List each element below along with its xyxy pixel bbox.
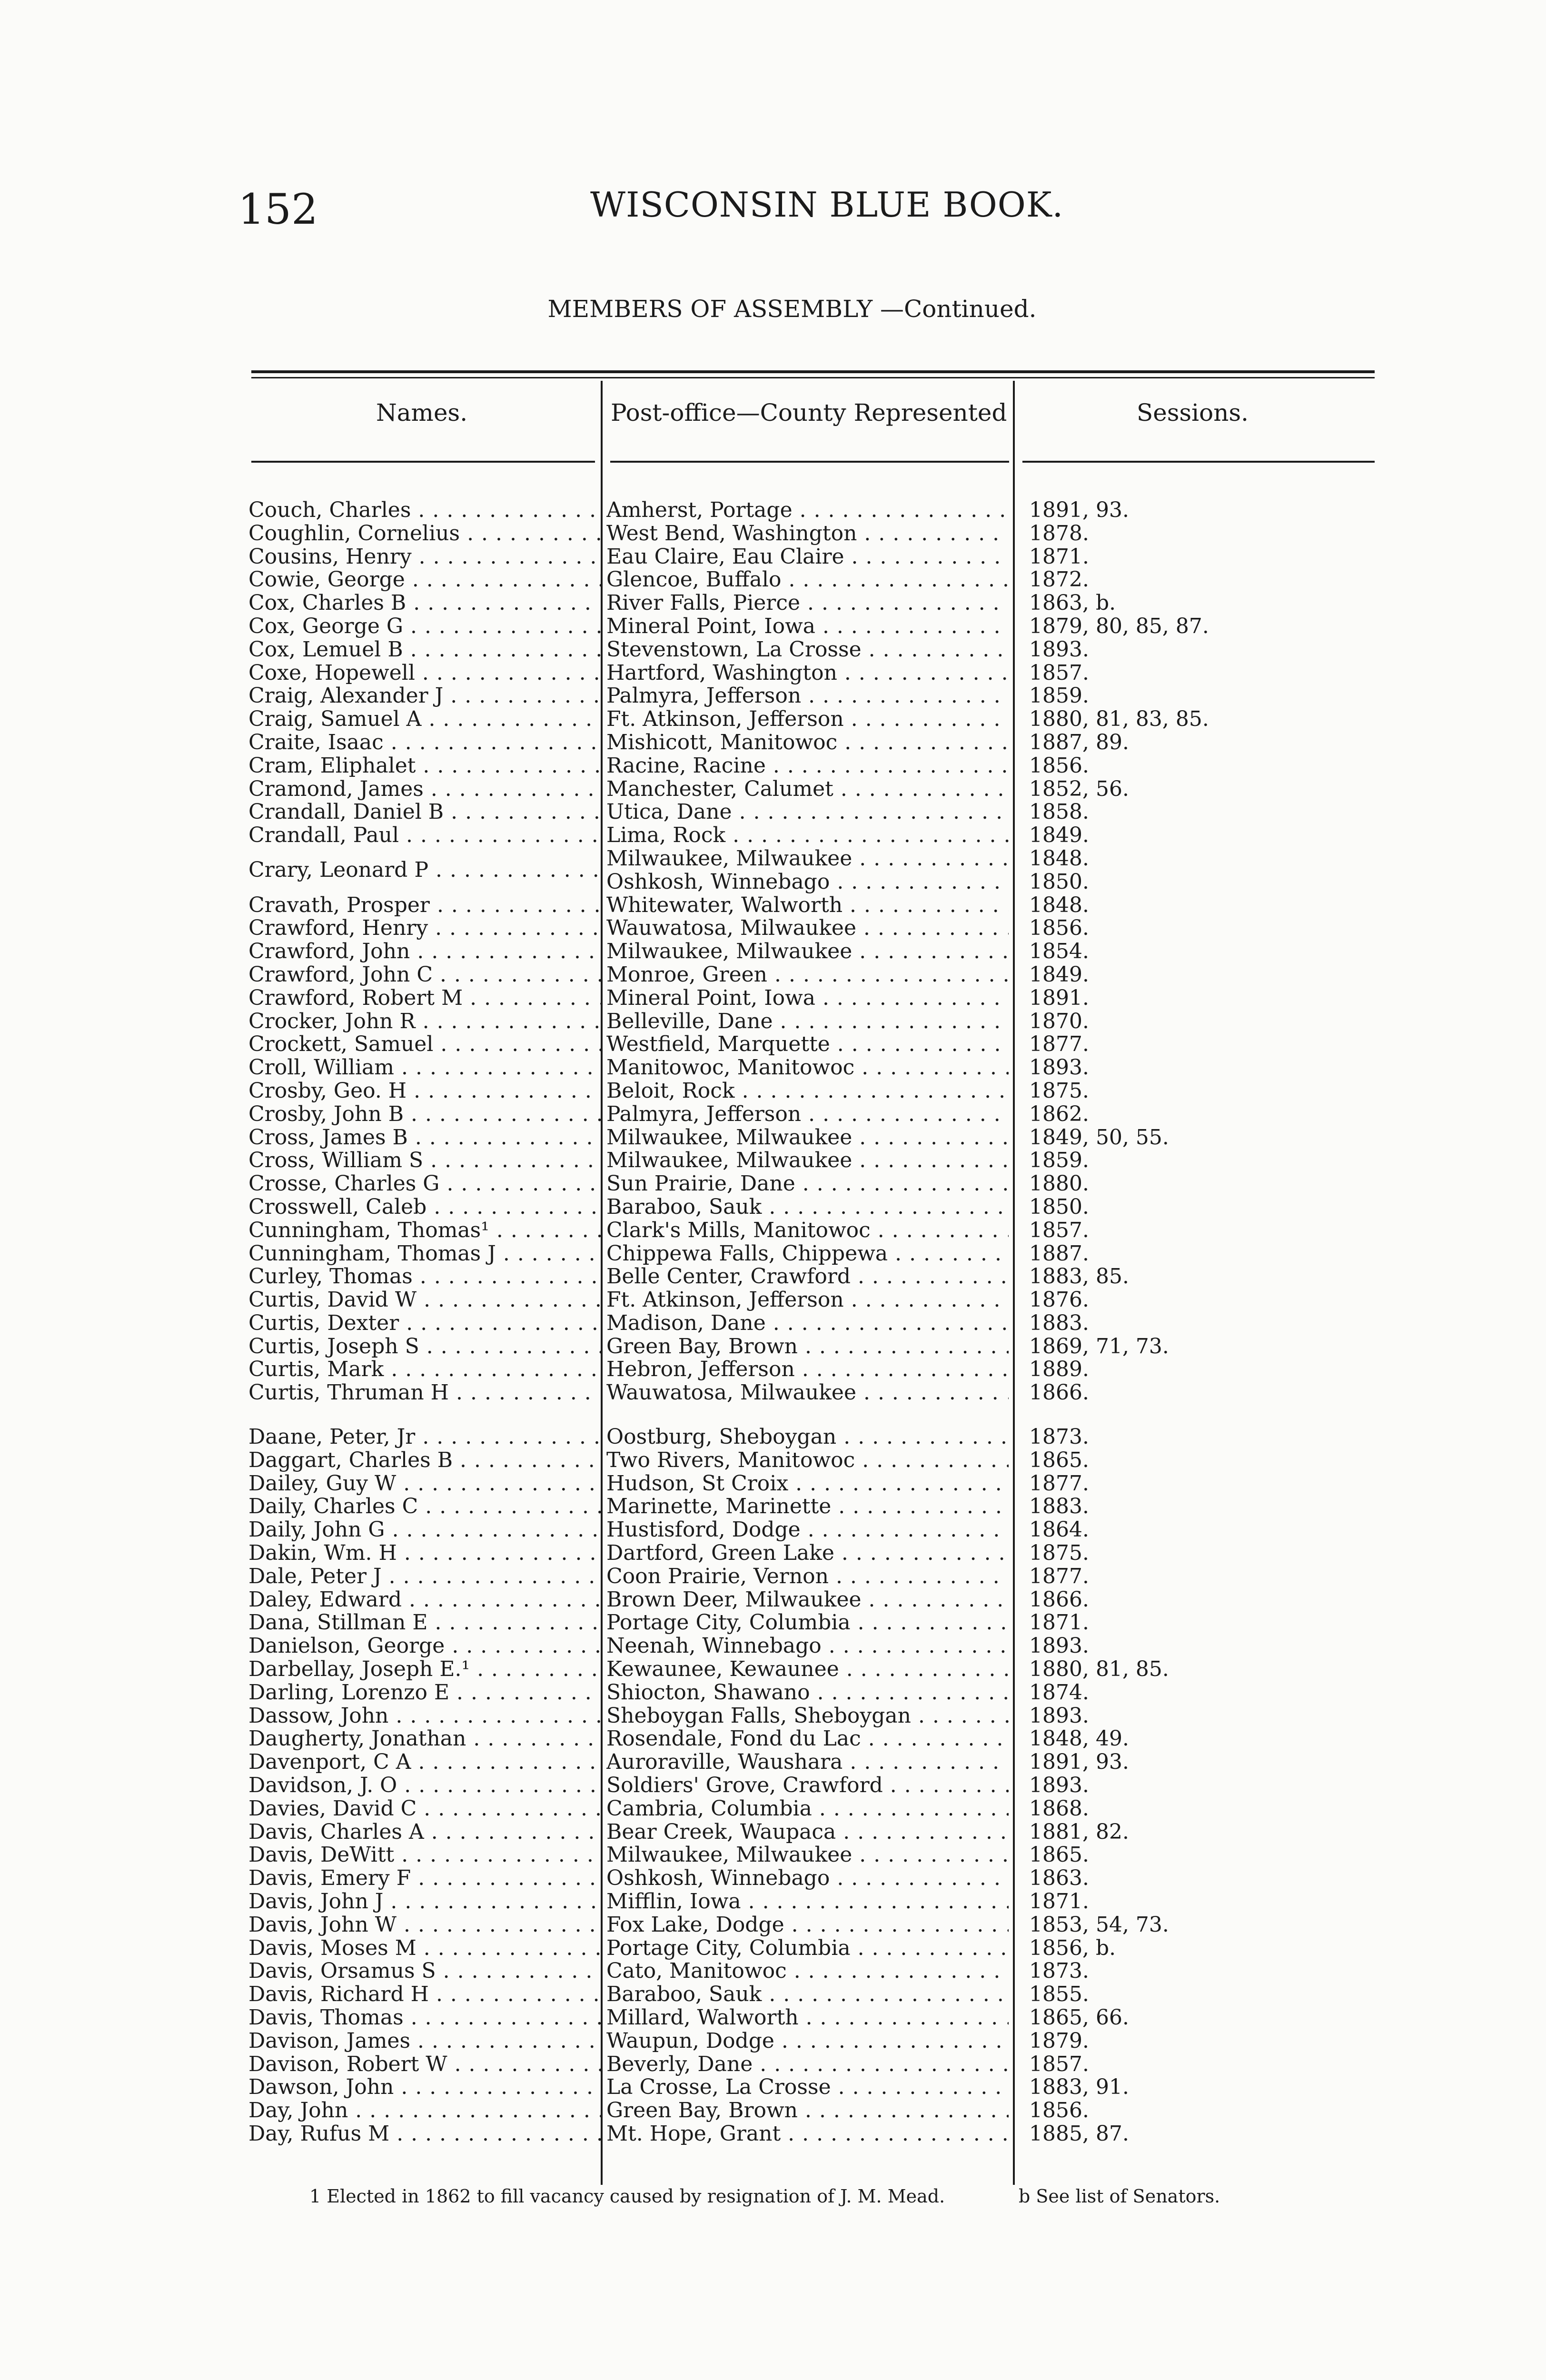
header-underline-names bbox=[251, 461, 595, 463]
table-row bbox=[248, 1914, 1381, 1937]
member-sessions: 1848, 49. bbox=[1029, 1727, 1129, 1751]
table-row bbox=[248, 894, 1381, 917]
footnote-b: b See list of Senators. bbox=[1019, 2186, 1220, 2207]
member-sessions: 1855. bbox=[1029, 1983, 1089, 2006]
member-name: Davis, John J . . . bbox=[248, 1890, 601, 1913]
member-post-office: Mifflin, Iowa . . . bbox=[606, 1890, 1009, 1913]
table-row bbox=[248, 1658, 1381, 1681]
member-name: Cram, Eliphalet . . . bbox=[248, 754, 601, 777]
member-post-office: La Crosse, La Crosse . . . bbox=[606, 2076, 1009, 2099]
member-name: Craig, Samuel A . . . bbox=[248, 708, 601, 731]
member-name: Davis, John W . . . bbox=[248, 1914, 601, 1936]
table-subtitle: MEMBERS OF ASSEMBLY —Continued. bbox=[547, 295, 1037, 323]
table-row bbox=[248, 1890, 1381, 1914]
member-sessions: 1891, 93. bbox=[1029, 1751, 1129, 1774]
member-post-office: Beverly, Dane . . . bbox=[606, 2053, 1009, 2076]
table-row bbox=[248, 1033, 1381, 1056]
member-name: Curtis, David W . . . bbox=[248, 1289, 601, 1311]
table-row bbox=[248, 592, 1381, 615]
member-sessions: 1877. bbox=[1029, 1033, 1089, 1056]
member-post-office: Baraboo, Sauk . . . bbox=[606, 1983, 1009, 2006]
member-name: Craite, Isaac . . . bbox=[248, 731, 601, 754]
member-name: Dakin, Wm. H . . . bbox=[248, 1542, 601, 1565]
table-row bbox=[248, 2006, 1381, 2030]
member-name: Davis, Thomas . . . bbox=[248, 2006, 601, 2029]
column-header-post-office: Post-office—County Represented bbox=[611, 399, 1007, 426]
member-sessions: 1883. bbox=[1029, 1495, 1089, 1518]
member-post-office: Milwaukee, Milwaukee . . . bbox=[606, 1126, 1009, 1149]
member-sessions: 1865. bbox=[1029, 1844, 1089, 1867]
table-row bbox=[248, 1681, 1381, 1705]
table-row bbox=[248, 1242, 1381, 1266]
member-name: Cowie, George . . . bbox=[248, 568, 601, 591]
table-row bbox=[248, 1565, 1381, 1588]
member-sessions: 1865, 66. bbox=[1029, 2006, 1129, 2029]
table-row bbox=[248, 1103, 1381, 1126]
member-name: Cox, Charles B . . . bbox=[248, 592, 601, 615]
header-underline-sessions bbox=[1022, 461, 1375, 463]
member-post-office: Millard, Walworth . . . bbox=[606, 2006, 1009, 2029]
member-name: Crandall, Paul . . . bbox=[248, 824, 601, 847]
member-sessions: 1850. bbox=[1029, 870, 1089, 893]
member-sessions: 1893. bbox=[1029, 1774, 1089, 1797]
table-row bbox=[248, 615, 1381, 638]
table-row bbox=[248, 1472, 1381, 1496]
group-spacer bbox=[248, 1405, 1381, 1426]
member-post-office: Milwaukee, Milwaukee . . . bbox=[606, 940, 1009, 963]
member-name: Darbellay, Joseph E.¹ . . . bbox=[248, 1658, 601, 1681]
member-sessions: 1863, b. bbox=[1029, 592, 1116, 615]
table-row bbox=[248, 1172, 1381, 1196]
table-row bbox=[248, 1960, 1381, 1983]
member-post-office: Milwaukee, Milwaukee . . . bbox=[606, 847, 1009, 870]
member-post-office: Palmyra, Jefferson . . . bbox=[606, 684, 1009, 707]
running-head: WISCONSIN BLUE BOOK. bbox=[590, 185, 1064, 225]
member-sessions: 1871. bbox=[1029, 1611, 1089, 1635]
member-sessions: 1874. bbox=[1029, 1681, 1089, 1704]
member-sessions: 1857. bbox=[1029, 661, 1089, 684]
member-sessions: 1871. bbox=[1029, 545, 1089, 568]
member-name: Darling, Lorenzo E . . . bbox=[248, 1681, 601, 1704]
table-row bbox=[248, 917, 1381, 940]
column-header-sessions: Sessions. bbox=[1137, 399, 1249, 426]
table-row bbox=[248, 1937, 1381, 1960]
member-sessions: 1863. bbox=[1029, 1867, 1089, 1890]
member-post-office: Manitowoc, Manitowoc . . . bbox=[606, 1056, 1009, 1079]
member-post-office: Fox Lake, Dodge . . . bbox=[606, 1914, 1009, 1936]
member-name: Craig, Alexander J . . . bbox=[248, 684, 601, 707]
member-name: Cravath, Prosper . . . bbox=[248, 894, 601, 917]
member-sessions: 1879. bbox=[1029, 2029, 1089, 2053]
table-row bbox=[248, 1126, 1381, 1150]
member-name: Couch, Charles . . . bbox=[248, 499, 601, 522]
member-name: Curtis, Joseph S . . . bbox=[248, 1335, 601, 1358]
member-sessions: 1880. bbox=[1029, 1172, 1089, 1196]
member-name: Dailey, Guy W . . . bbox=[248, 1472, 601, 1495]
table-row bbox=[248, 2099, 1381, 2122]
member-post-office: Mineral Point, Iowa . . . bbox=[606, 615, 1009, 638]
member-sessions: 1849. bbox=[1029, 824, 1089, 847]
member-post-office: Sun Prairie, Dane . . . bbox=[606, 1172, 1009, 1195]
member-sessions: 1891, 93. bbox=[1029, 499, 1129, 522]
member-post-office: Lima, Rock . . . bbox=[606, 824, 1009, 847]
table-row bbox=[248, 1635, 1381, 1658]
member-post-office: Green Bay, Brown . . . bbox=[606, 2099, 1009, 2122]
member-post-office: Rosendale, Fond du Lac . . . bbox=[606, 1727, 1009, 1750]
member-post-office: Mineral Point, Iowa . . . bbox=[606, 987, 1009, 1010]
table-row bbox=[248, 1774, 1381, 1797]
table-row bbox=[248, 1983, 1381, 2006]
table-row bbox=[248, 1265, 1381, 1289]
member-sessions: 1877. bbox=[1029, 1472, 1089, 1495]
member-name: Curtis, Thruman H . . . bbox=[248, 1381, 601, 1404]
table-row bbox=[248, 1449, 1381, 1472]
member-sessions: 1852, 56. bbox=[1029, 777, 1129, 801]
table-row bbox=[248, 1867, 1381, 1890]
table-row bbox=[248, 2076, 1381, 2099]
member-sessions: 1893. bbox=[1029, 638, 1089, 661]
member-sessions: 1859. bbox=[1029, 684, 1089, 708]
member-post-office: Hartford, Washington . . . bbox=[606, 662, 1009, 684]
member-name: Curtis, Mark . . . bbox=[248, 1358, 601, 1381]
member-post-office: Chippewa Falls, Chippewa . . . bbox=[606, 1242, 1009, 1265]
member-post-office: Milwaukee, Milwaukee . . . bbox=[606, 1844, 1009, 1866]
member-name: Davis, Moses M . . . bbox=[248, 1937, 601, 1960]
member-name: Curley, Thomas . . . bbox=[248, 1265, 601, 1288]
table-row bbox=[248, 1751, 1381, 1774]
table-row bbox=[248, 1149, 1381, 1172]
member-name: Crosswell, Caleb . . . bbox=[248, 1196, 601, 1219]
member-sessions: 1883, 85. bbox=[1029, 1265, 1129, 1289]
member-post-office: Westfield, Marquette . . . bbox=[606, 1033, 1009, 1056]
member-name: Crocker, John R . . . bbox=[248, 1010, 601, 1033]
member-sessions: 1848. bbox=[1029, 893, 1089, 917]
member-name: Cross, William S . . . bbox=[248, 1149, 601, 1172]
member-post-office: Portage City, Columbia . . . bbox=[606, 1611, 1009, 1634]
member-name: Croll, William . . . bbox=[248, 1056, 601, 1079]
member-name: Davidson, J. O . . . bbox=[248, 1774, 601, 1797]
member-sessions: 1856. bbox=[1029, 754, 1089, 777]
table-row bbox=[248, 778, 1381, 801]
member-post-office: Whitewater, Walworth . . . bbox=[606, 894, 1009, 917]
member-sessions: 1885, 87. bbox=[1029, 2122, 1129, 2145]
member-sessions: 1873. bbox=[1029, 1426, 1089, 1449]
table-row bbox=[248, 1821, 1381, 1844]
table-row bbox=[248, 1381, 1381, 1405]
member-name: Davis, Emery F . . . bbox=[248, 1867, 601, 1890]
member-name: Daley, Edward . . . bbox=[248, 1588, 601, 1611]
member-post-office: Sheboygan Falls, Sheboygan . . . bbox=[606, 1705, 1009, 1727]
table-row bbox=[248, 1426, 1381, 1449]
member-name: Davenport, C A . . . bbox=[248, 1751, 601, 1774]
member-post-office: West Bend, Washington . . . bbox=[606, 522, 1009, 545]
table-row bbox=[248, 1705, 1381, 1728]
member-sessions: 1887, 89. bbox=[1029, 731, 1129, 754]
member-post-office: Brown Deer, Milwaukee . . . bbox=[606, 1588, 1009, 1611]
member-post-office: Mt. Hope, Grant . . . bbox=[606, 2122, 1009, 2145]
member-sessions: 1883. bbox=[1029, 1311, 1089, 1335]
member-name: Dawson, John . . . bbox=[248, 2076, 601, 2099]
member-name: Davison, Robert W . . . bbox=[248, 2053, 601, 2076]
member-name: Davison, James . . . bbox=[248, 2030, 601, 2053]
member-post-office: Belle Center, Crawford . . . bbox=[606, 1265, 1009, 1288]
member-name: Daily, John G . . . bbox=[248, 1518, 601, 1541]
member-post-office: Soldiers' Grove, Crawford . . . bbox=[606, 1774, 1009, 1797]
table-row bbox=[248, 662, 1381, 685]
member-post-office: Hebron, Jefferson . . . bbox=[606, 1358, 1009, 1381]
member-sessions: 1853, 54, 73. bbox=[1029, 1913, 1169, 1936]
member-post-office: Glencoe, Buffalo . . . bbox=[606, 568, 1009, 591]
member-post-office: Monroe, Green . . . bbox=[606, 963, 1009, 986]
member-name: Daugherty, Jonathan . . . bbox=[248, 1727, 601, 1750]
member-name: Davis, Charles A . . . bbox=[248, 1821, 601, 1844]
member-post-office: River Falls, Pierce . . . bbox=[606, 592, 1009, 615]
member-sessions: 1883, 91. bbox=[1029, 2076, 1129, 2099]
table-row bbox=[248, 2053, 1381, 2076]
member-post-office: Coon Prairie, Vernon . . . bbox=[606, 1565, 1009, 1588]
member-post-office: Cato, Manitowoc . . . bbox=[606, 1960, 1009, 1983]
member-name: Cox, George G . . . bbox=[248, 615, 601, 638]
member-sessions: 1849, 50, 55. bbox=[1029, 1126, 1169, 1149]
table-row bbox=[248, 987, 1381, 1010]
table-row bbox=[248, 1797, 1381, 1821]
member-post-office: Racine, Racine . . . bbox=[606, 754, 1009, 777]
table-row bbox=[248, 1542, 1381, 1565]
member-post-office: Beloit, Rock . . . bbox=[606, 1080, 1009, 1102]
member-name: Dana, Stillman E . . . bbox=[248, 1611, 601, 1634]
member-sessions: 1854. bbox=[1029, 940, 1089, 963]
member-post-office: Waupun, Dodge . . . bbox=[606, 2030, 1009, 2053]
member-post-office: Bear Creek, Waupaca . . . bbox=[606, 1821, 1009, 1844]
member-sessions: 1875. bbox=[1029, 1079, 1089, 1102]
member-sessions: 1862. bbox=[1029, 1102, 1089, 1126]
member-name: Crosse, Charles G . . . bbox=[248, 1172, 601, 1195]
member-name: Cousins, Henry . . . bbox=[248, 545, 601, 568]
member-post-office: Portage City, Columbia . . . bbox=[606, 1937, 1009, 1960]
member-sessions: 1881, 82. bbox=[1029, 1820, 1129, 1844]
member-post-office: Hustisford, Dodge . . . bbox=[606, 1518, 1009, 1541]
member-sessions: 1866. bbox=[1029, 1588, 1089, 1611]
member-post-office: Amherst, Portage . . . bbox=[606, 499, 1009, 522]
member-sessions: 1849. bbox=[1029, 963, 1089, 986]
table-row bbox=[248, 1611, 1381, 1635]
table-row bbox=[248, 1844, 1381, 1867]
member-sessions: 1887. bbox=[1029, 1242, 1089, 1265]
member-name: Crosby, Geo. H . . . bbox=[248, 1080, 601, 1102]
member-name: Crawford, John . . . bbox=[248, 940, 601, 963]
member-sessions: 1891. bbox=[1029, 986, 1089, 1010]
member-name: Day, John . . . bbox=[248, 2099, 601, 2122]
member-post-office: Neenah, Winnebago . . . bbox=[606, 1635, 1009, 1657]
member-name: Davies, David C . . . bbox=[248, 1797, 601, 1820]
table-row bbox=[248, 754, 1381, 778]
table-row bbox=[248, 2030, 1381, 2053]
member-name: Daane, Peter, Jr . . . bbox=[248, 1426, 601, 1448]
member-name: Crary, Leonard P . . . bbox=[248, 859, 601, 882]
member-post-office: Eau Claire, Eau Claire . . . bbox=[606, 545, 1009, 568]
member-sessions: 1848. bbox=[1029, 847, 1089, 870]
table-row bbox=[248, 1518, 1381, 1542]
member-sessions: 1868. bbox=[1029, 1797, 1089, 1820]
member-name: Coughlin, Cornelius . . . bbox=[248, 522, 601, 545]
member-post-office: Baraboo, Sauk . . . bbox=[606, 1196, 1009, 1219]
member-name: Davis, Richard H . . . bbox=[248, 1983, 601, 2006]
member-post-office: Clark's Mills, Manitowoc . . . bbox=[606, 1219, 1009, 1242]
member-sessions: 1857. bbox=[1029, 1219, 1089, 1242]
page-number: 152 bbox=[238, 185, 318, 234]
table-row bbox=[248, 2122, 1381, 2146]
top-rule-thin bbox=[251, 377, 1375, 378]
member-sessions: 1889. bbox=[1029, 1358, 1089, 1381]
table-row bbox=[248, 499, 1381, 522]
member-sessions: 1866. bbox=[1029, 1381, 1089, 1405]
table-row bbox=[248, 568, 1381, 592]
table-row bbox=[248, 684, 1381, 708]
member-name: Crosby, John B . . . bbox=[248, 1103, 601, 1126]
footnote-1: 1 Elected in 1862 to fill vacancy caused by resignation of J. M. Mead. bbox=[309, 2186, 945, 2207]
members-table bbox=[248, 499, 1381, 2146]
member-name: Danielson, George . . . bbox=[248, 1635, 601, 1657]
member-post-office: Oshkosh, Winnebago . . . bbox=[606, 871, 1009, 893]
member-post-office: Belleville, Dane . . . bbox=[606, 1010, 1009, 1033]
member-name: Day, Rufus M . . . bbox=[248, 2122, 601, 2145]
member-name: Daily, Charles C . . . bbox=[248, 1495, 601, 1518]
member-sessions: 1893. bbox=[1029, 1056, 1089, 1080]
member-name: Cox, Lemuel B . . . bbox=[248, 638, 601, 661]
table-row bbox=[248, 1196, 1381, 1219]
member-name: Coxe, Hopewell . . . bbox=[248, 662, 601, 684]
table-row bbox=[248, 1588, 1381, 1612]
table-row bbox=[248, 1080, 1381, 1103]
member-post-office: Auroraville, Waushara . . . bbox=[606, 1751, 1009, 1774]
member-post-office: Stevenstown, La Crosse . . . bbox=[606, 638, 1009, 661]
member-post-office: Oostburg, Sheboygan . . . bbox=[606, 1426, 1009, 1448]
member-sessions: 1879, 80, 85, 87. bbox=[1029, 615, 1209, 638]
member-post-office: Oshkosh, Winnebago . . . bbox=[606, 1867, 1009, 1890]
member-name: Cross, James B . . . bbox=[248, 1126, 601, 1149]
column-header-names: Names. bbox=[376, 399, 468, 426]
member-post-office: Green Bay, Brown . . . bbox=[606, 1335, 1009, 1358]
member-post-office: Shiocton, Shawano . . . bbox=[606, 1681, 1009, 1704]
member-sessions: 1870. bbox=[1029, 1010, 1089, 1033]
table-row bbox=[248, 545, 1381, 569]
member-sessions: 1875. bbox=[1029, 1542, 1089, 1565]
member-post-office: Palmyra, Jefferson . . . bbox=[606, 1103, 1009, 1126]
member-post-office: Two Rivers, Manitowoc . . . bbox=[606, 1449, 1009, 1472]
member-sessions: 1856. bbox=[1029, 2099, 1089, 2122]
member-post-office: Utica, Dane . . . bbox=[606, 801, 1009, 823]
table-row bbox=[248, 1495, 1381, 1518]
table-row bbox=[248, 731, 1381, 754]
table-row bbox=[248, 1358, 1381, 1381]
member-name: Cunningham, Thomas J . . . bbox=[248, 1242, 601, 1265]
table-row bbox=[248, 963, 1381, 987]
table-row bbox=[248, 940, 1381, 963]
member-sessions: 1893. bbox=[1029, 1635, 1089, 1658]
member-name: Crawford, Henry . . . bbox=[248, 917, 601, 940]
header-underline-post bbox=[610, 461, 1009, 463]
member-name: Daggart, Charles B . . . bbox=[248, 1449, 601, 1472]
member-sessions: 1856. bbox=[1029, 917, 1089, 940]
table-row bbox=[248, 824, 1381, 847]
member-name: Davis, DeWitt . . . bbox=[248, 1844, 601, 1866]
table-row bbox=[248, 522, 1381, 545]
member-post-office: Marinette, Marinette . . . bbox=[606, 1495, 1009, 1518]
member-name: Dassow, John . . . bbox=[248, 1705, 601, 1727]
member-sessions: 1893. bbox=[1029, 1704, 1089, 1727]
table-row bbox=[248, 1312, 1381, 1335]
member-post-office: Madison, Dane . . . bbox=[606, 1312, 1009, 1335]
top-rule-thick bbox=[251, 370, 1375, 373]
table-row bbox=[248, 871, 1381, 894]
member-post-office: Wauwatosa, Milwaukee . . . bbox=[606, 917, 1009, 940]
member-name: Crockett, Samuel . . . bbox=[248, 1033, 601, 1056]
member-sessions: 1880, 81, 85. bbox=[1029, 1658, 1169, 1681]
table-row bbox=[248, 1010, 1381, 1033]
member-name: Davis, Orsamus S . . . bbox=[248, 1960, 601, 1983]
member-sessions: 1876. bbox=[1029, 1289, 1089, 1312]
member-sessions: 1858. bbox=[1029, 801, 1089, 824]
member-sessions: 1880, 81, 83, 85. bbox=[1029, 708, 1209, 731]
member-sessions: 1871. bbox=[1029, 1890, 1089, 1914]
member-post-office: Kewaunee, Kewaunee . . . bbox=[606, 1658, 1009, 1681]
table-row bbox=[248, 638, 1381, 662]
member-name: Dale, Peter J . . . bbox=[248, 1565, 601, 1588]
member-name: Crawford, Robert M . . . bbox=[248, 987, 601, 1010]
member-sessions: 1859. bbox=[1029, 1149, 1089, 1172]
member-sessions: 1857. bbox=[1029, 2053, 1089, 2076]
member-name: Cunningham, Thomas¹ . . . bbox=[248, 1219, 601, 1242]
table-row bbox=[248, 1289, 1381, 1312]
member-post-office: Dartford, Green Lake . . . bbox=[606, 1542, 1009, 1565]
member-sessions: 1850. bbox=[1029, 1195, 1089, 1219]
table-row bbox=[248, 1727, 1381, 1751]
member-post-office: Cambria, Columbia . . . bbox=[606, 1797, 1009, 1820]
table-row bbox=[248, 1219, 1381, 1242]
member-sessions: 1869, 71, 73. bbox=[1029, 1335, 1169, 1358]
table-row bbox=[248, 801, 1381, 824]
member-sessions: 1856, b. bbox=[1029, 1936, 1116, 1960]
member-sessions: 1865. bbox=[1029, 1448, 1089, 1472]
member-post-office: Hudson, St Croix . . . bbox=[606, 1472, 1009, 1495]
member-name: Crandall, Daniel B . . . bbox=[248, 801, 601, 823]
member-sessions: 1864. bbox=[1029, 1518, 1089, 1542]
table-row bbox=[248, 1335, 1381, 1359]
member-name: Crawford, John C . . . bbox=[248, 963, 601, 986]
member-post-office: Milwaukee, Milwaukee . . . bbox=[606, 1149, 1009, 1172]
member-post-office: Ft. Atkinson, Jefferson . . . bbox=[606, 1289, 1009, 1311]
table-row bbox=[248, 708, 1381, 731]
member-post-office: Wauwatosa, Milwaukee . . . bbox=[606, 1381, 1009, 1404]
member-name: Cramond, James . . . bbox=[248, 778, 601, 801]
member-sessions: 1873. bbox=[1029, 1960, 1089, 1983]
table-row bbox=[248, 1056, 1381, 1080]
member-post-office: Manchester, Calumet . . . bbox=[606, 778, 1009, 801]
member-sessions: 1872. bbox=[1029, 568, 1089, 592]
member-name: Curtis, Dexter . . . bbox=[248, 1312, 601, 1335]
member-post-office: Mishicott, Manitowoc . . . bbox=[606, 731, 1009, 754]
member-sessions: 1877. bbox=[1029, 1565, 1089, 1588]
member-sessions: 1878. bbox=[1029, 522, 1089, 545]
member-post-office: Ft. Atkinson, Jefferson . . . bbox=[606, 708, 1009, 731]
